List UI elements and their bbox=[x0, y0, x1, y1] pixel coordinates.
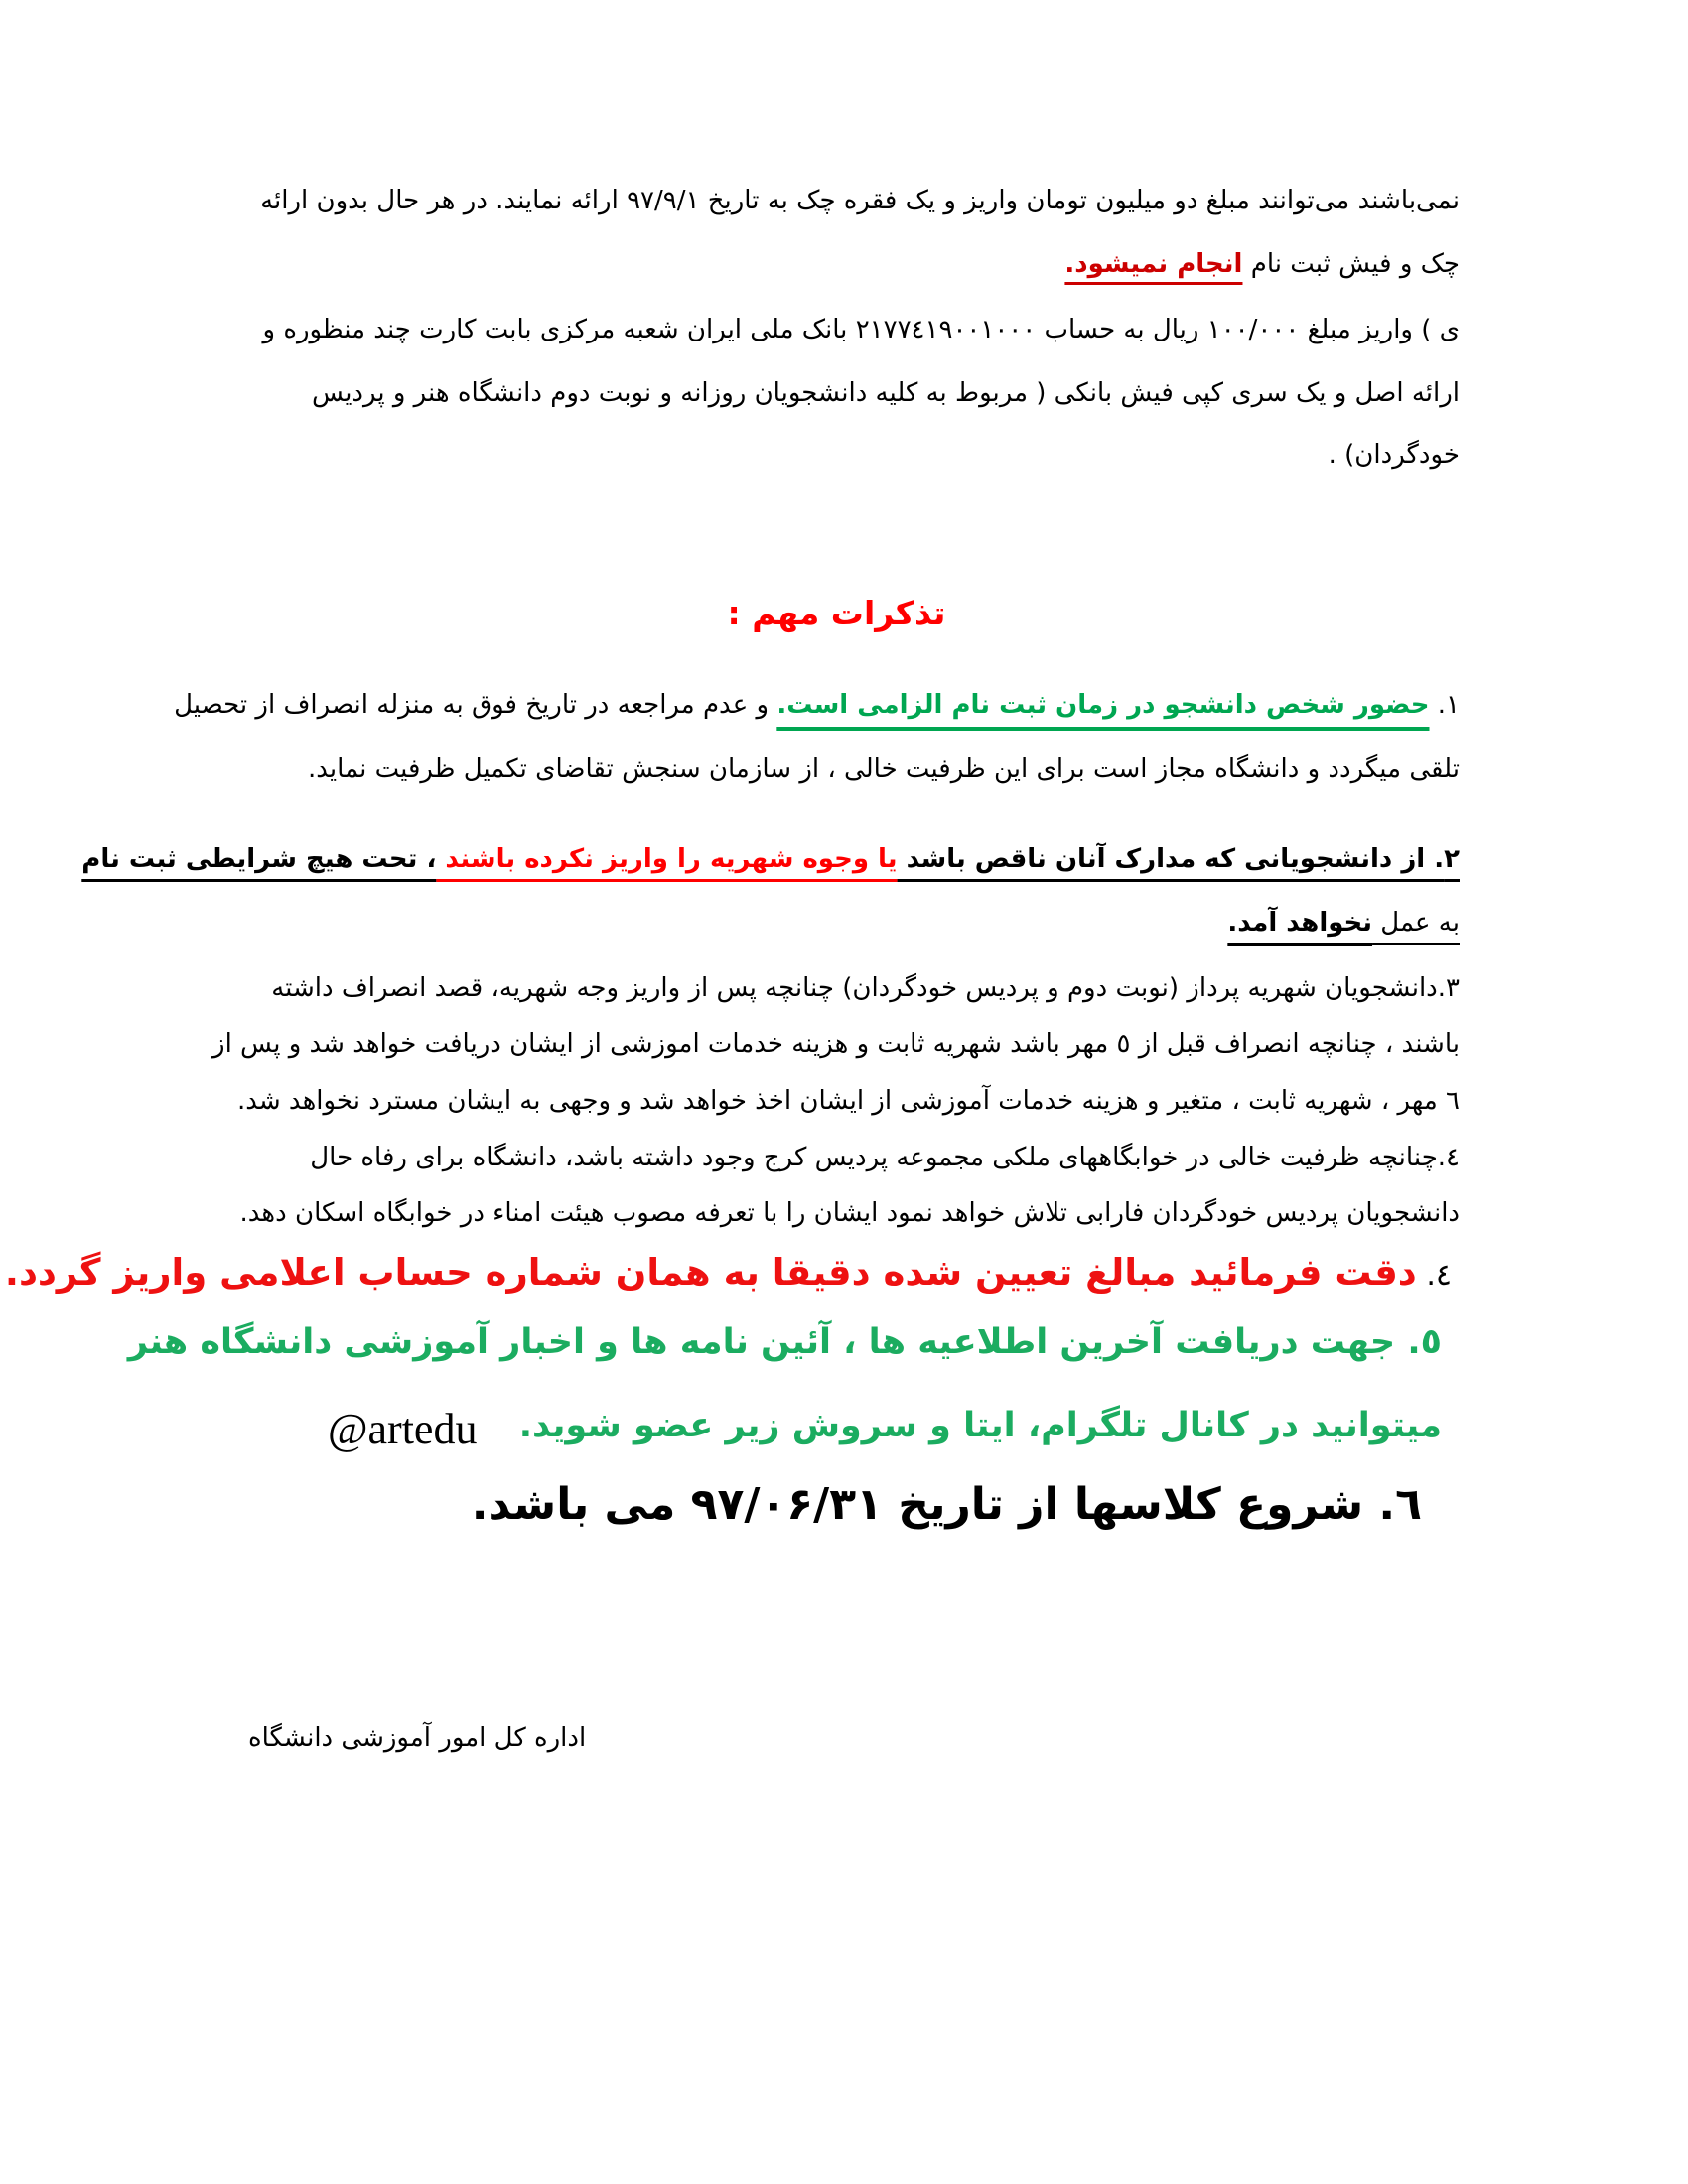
item4-red-notice-number: ٤. bbox=[1416, 1258, 1452, 1293]
important-notes-heading-text: تذکرات مهم : bbox=[727, 594, 946, 632]
para1-line2-black: چک و فیش ثبت نام bbox=[1242, 249, 1460, 279]
item1-number: ۱. bbox=[1429, 690, 1460, 720]
item6-classes-start bbox=[471, 1479, 1422, 1530]
item2-black1-underlined: ۲. از دانشجویانی که مدارک آنان ناقص باشد bbox=[897, 844, 1460, 874]
item2-red-underlined: یا وجوه شهریه را واریز نکرده باشند bbox=[436, 844, 898, 874]
para2-line1 bbox=[263, 310, 1461, 349]
para2-line2 bbox=[312, 373, 1460, 413]
item3-line2-text: باشند ، چنانچه انصراف قبل از ٥ مهر باشد شهریه ثابت و هزینه خدمات اموزشی از ایشان دریافت خواهد شد و پس از bbox=[212, 1029, 1460, 1059]
item3-line1 bbox=[271, 968, 1460, 1008]
item5-line1-text: ٥. جهت دریافت آخرین اطلاعیه ها ، آئین نامه ها و اخبار آموزشی دانشگاه هنر bbox=[127, 1322, 1442, 1362]
item2-line2-regular: به عمل bbox=[1372, 908, 1460, 938]
item4-line1 bbox=[310, 1138, 1460, 1177]
para2-line2-text: ارائه اصل و یک سری کپی فیش بانکی ( مربوط به کلیه دانشجویان روزانه و نوبت دوم دانشگاه هنر و پردیس bbox=[312, 378, 1460, 408]
para2-line1-text: ی ) واریز مبلغ ۱۰۰/۰۰۰ ریال به حساب ۲۱۷۷٤۱۹۰۰۱۰۰۰ بانک ملی ایران شعبه مرکزی بابت کارت چند منظوره و bbox=[262, 315, 1460, 344]
para2-line3 bbox=[1329, 435, 1460, 475]
item3-line3 bbox=[237, 1081, 1460, 1121]
item3-line1-text: ۳.دانشجویان شهریه پرداز (نوبت دوم و پردیس خودگردان) چنانچه پس از واریز وجه شهریه، قصد انصراف داشته bbox=[271, 973, 1460, 1003]
item5-line1 bbox=[128, 1322, 1442, 1362]
item3-line3-text: ٦ مهر ، شهریه ثابت ، متغیر و هزینه خدمات آموزشی از ایشان اخذ خواهد شد و وجهی به ایشان مسترد نخواهد شد. bbox=[236, 1086, 1460, 1116]
item5-line2 bbox=[519, 1406, 1442, 1445]
item4-red-notice bbox=[5, 1253, 1452, 1296]
telegram-handle-text: @artedu bbox=[328, 1405, 478, 1453]
item2-line2-bold-underlined: نخواهد آمد. bbox=[1227, 908, 1373, 938]
item2-line1 bbox=[81, 839, 1460, 879]
item1-rest: و عدم مراجعه در تاریخ فوق به منزله انصراف از تحصیل bbox=[174, 690, 777, 720]
item1-line1 bbox=[174, 685, 1460, 725]
footer-signature bbox=[248, 1723, 586, 1753]
item4-line1-text: ٤.چنانچه ظرفیت خالی در خوابگاههای ملکی مجموعه پردیس کرج وجود داشته باشد، دانشگاه برای رفاه حال bbox=[310, 1143, 1460, 1172]
item3-line2 bbox=[212, 1024, 1460, 1064]
para1-line1 bbox=[260, 181, 1460, 220]
item4-red-notice-text: دقت فرمائید مبالغ تعیین شده دقیقا به همان شماره حساب اعلامی واریز گردد. bbox=[4, 1251, 1417, 1294]
telegram-handle bbox=[328, 1404, 477, 1454]
item2-black2-underlined: ، تحت هیچ شرایطی ثبت نام bbox=[81, 844, 437, 874]
item2-line2 bbox=[1227, 903, 1460, 943]
para1-line1-text: نمی‌باشند می‌توانند مبلغ دو میلیون تومان واریز و یک فقره چک به تاریخ ۹۷/۹/۱ ارائه نمایند. در هر حال بدون ارائه bbox=[260, 186, 1460, 215]
para1-line2 bbox=[1064, 244, 1460, 284]
item4-line2 bbox=[240, 1193, 1460, 1233]
item1-line2 bbox=[308, 750, 1460, 789]
footer-signature-text: اداره کل امور آموزشی دانشگاه bbox=[248, 1723, 587, 1753]
para2-line3-text: خودگردان) . bbox=[1328, 440, 1460, 470]
item1-line2-text: تلقی میگردد و دانشگاه مجاز است برای این ظرفیت خالی ، از سازمان سنجش تقاضای تکمیل ظرفیت نماید. bbox=[308, 754, 1460, 784]
item4-line2-text: دانشجویان پردیس خودگردان فارابی تلاش خواهد نمود ایشان را با تعرفه مصوب هیئت امناء در خوابگاه اسکان دهد. bbox=[239, 1198, 1460, 1228]
item6-classes-start-text: ٦. شروع کلاسها از تاریخ ۹۷/۰۶/۳۱ می باشد. bbox=[471, 1479, 1422, 1530]
item1-green-underlined: حضور شخص دانشجو در زمان ثبت نام الزامی است. bbox=[776, 690, 1430, 720]
item5-line2-text: میتوانید در کانال تلگرام، ایتا و سروش زیر عضو شوید. bbox=[518, 1406, 1442, 1445]
important-notes-heading bbox=[213, 594, 1460, 633]
para1-line2-red-underlined: انجام نمیشود. bbox=[1064, 249, 1243, 279]
